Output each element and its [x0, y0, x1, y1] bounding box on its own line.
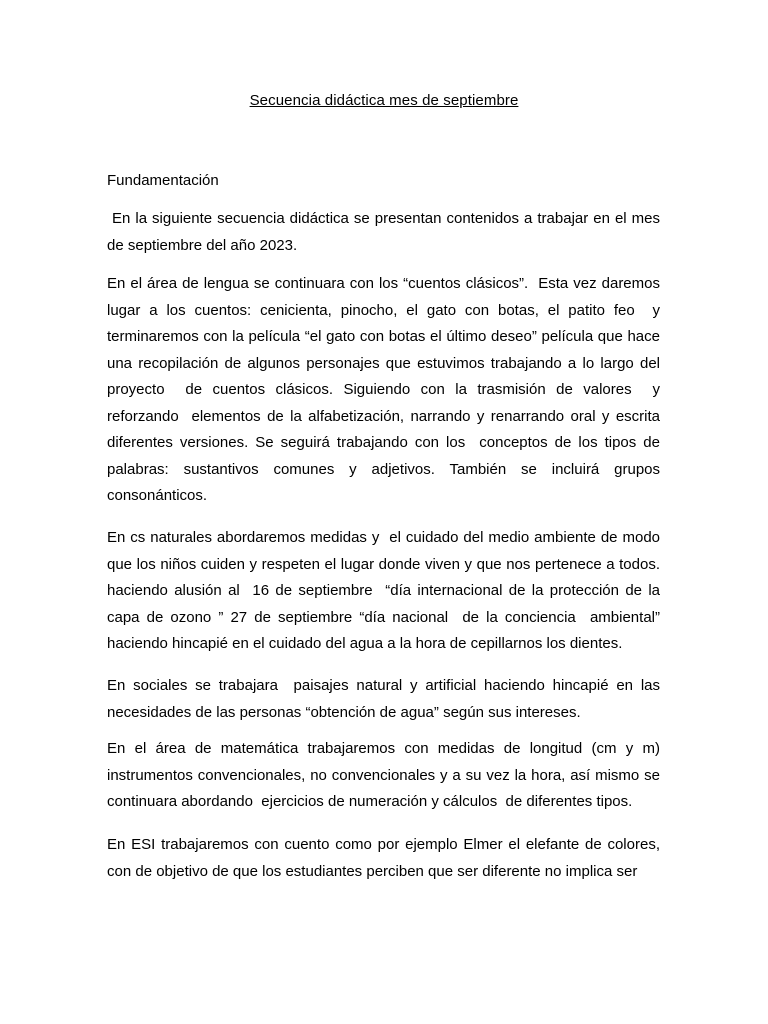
paragraph-sociales: En sociales se trabajara paisajes natural y artificial haciendo hincapié en las necesidades de las personas “obtención de agua” según sus intereses.: [107, 677, 665, 721]
document-title: Secuencia didáctica mes de septiembre: [249, 92, 519, 109]
paragraph-esi: En ESI trabajaremos con cuento como por ejemplo Elmer el elefante de colores, con de objetivo de que los estudiantes perciben que ser diferente no implica ser: [107, 836, 665, 880]
section-heading: Fundamentación: [107, 172, 219, 189]
paragraph-intro: En la siguiente secuencia didáctica se presentan contenidos a trabajar en el mes de septiembre del año 2023.: [107, 210, 665, 254]
paragraph-matematica: En el área de matemática trabajaremos con medidas de longitud (cm y m) instrumentos convencionales, no convencionales y a su vez la hora, así mismo se continuara abordando ejercicios de numeración y cálculos de diferentes tipos.: [107, 740, 665, 810]
paragraph-naturales: En cs naturales abordaremos medidas y el cuidado del medio ambiente de modo que los niños cuiden y respeten el lugar donde viven y que nos pertenece a todos. haciendo alusión al 16 de septiembre “día internacional de la protección de la capa de ozono ” 27 de septiembre “día nacional de la conciencia ambiental” haciendo hincapié en el cuidado del agua a la hora de cepillarnos los dientes.: [107, 529, 665, 652]
paragraph-lengua: En el área de lengua se continuara con los “cuentos clásicos”. Esta vez daremos lugar a los cuentos: cenicienta, pinocho, el gato con botas, el patito feo y terminaremos con la película “el gato con botas el último deseo” película que hace una recopilación de algunos personajes que estuvimos trabajando a lo largo del proyecto de cuentos clásicos. Siguiendo con la trasmisión de valores y reforzando elementos de la alfabetización, narrando y renarrando oral y escrita diferentes versiones. Se seguirá trabajando con los conceptos de los tipos de palabras: sustantivos comunes y adjetivos. También se incluirá grupos consonánticos.: [107, 275, 665, 504]
